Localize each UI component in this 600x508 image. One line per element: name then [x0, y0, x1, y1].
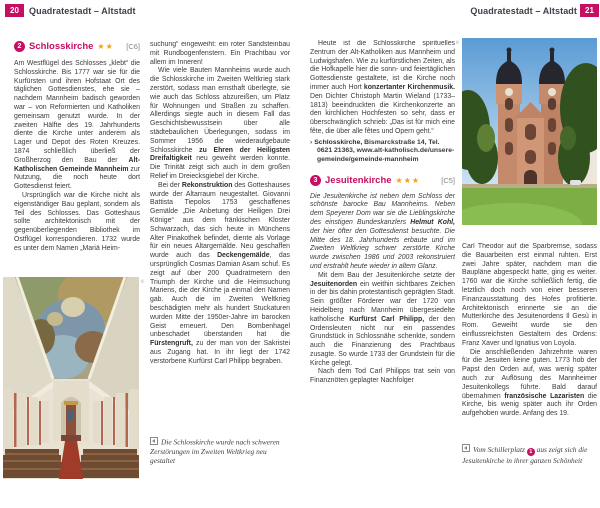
sight-heading-jesuitenkirche [310, 175, 455, 186]
right-page-column-1 [310, 40, 455, 478]
body-text-block [310, 193, 455, 387]
sight-number-marker: 3 [310, 175, 321, 186]
page-number-badge: 20 [5, 4, 24, 17]
star-rating: ★★★ [395, 175, 421, 185]
page-right [300, 0, 600, 508]
left-page-column-1 [14, 40, 140, 278]
running-head: Quadratestadt – Altstadt [29, 6, 136, 16]
paragraph: Ursprünglich war die Kirche nicht als eigenständiger Bau geplant, sondern als Teil des Schlosses. Das Gotteshaus sollte architektonisch mit der gegenüberliegenden Bibliothek im Ostflügel korrespondieren. 1732 wurde es unter dem Namen „Mariä Heim- [14, 191, 140, 252]
body-text-block [310, 40, 455, 137]
paragraph: Carl Theodor auf die Sparbremse, sodass die Bauarbeiten erst einmal ruhten. Erst zwei Jahre später, nachdem man die Baupläne abgespeckt hatte, ging es weiter. 1760 war die Kirche schließlich fertig, die letztlich doch noch von einer besseren Finanzausstattung des Hofes profitierte. Architektonisch erinnerte sie an die Mutterkirche des Jesuitenordens Il Gesù in Rom. Geweiht wurde sie den einflussreichsten Gestaltern des Ordens: Franz Xaver und Ignatius von Loyola. [462, 243, 597, 347]
sight-title: Schlosskirche [29, 41, 94, 52]
paragraph: Am Westflügel des Schlosses „klebt“ die Schlosskirche. Bis 1777 war sie für die Kurfürsten und ihren Hofstaat Ort des täglichen Gottesdienstes, ehe sie – nachdem Mannheim badisch geworden war – von Reformierten und Katholiken gemeinsam genutzt wurde. In der zweiten Hälfte des 19. Jahrhunderts diente die Kirche unter anderem als Lager und Depot des Roten Kreuzes. 1874 schließlich überließ der Großherzog den Bau der Alt-Katholischen Gemeinde Mannheim zur Nutzung, die noch heute dort Gottesdienst feiert. [14, 60, 140, 191]
photo-credit: © [455, 40, 460, 46]
page-number-badge: 21 [580, 4, 599, 17]
paragraph: Heute ist die Schlosskirche spirituelles Zentrum der Alt-Katholiken aus Mannheim und Ludwigshafen. Wie zu kurfürstlichen Zeiten, als die Hofkapelle hier die sonn- und feiertäglichen Gottesdienste gestaltete, ist die Kirche noch immer auch Hort konzertanter Kirchenmusik. Den Dichter Christoph Martin Wieland (1733–1813) beeindruckten die Kirchenkonzerte an den kirchlichen Hochfesten so sehr, dass er überschwänglich schrieb: „Das ist für mich eine fête, die über alle fêtes und Opern geht.“ [310, 40, 455, 135]
paragraph: Wie viele Bauten Mannheims wurde auch die Schlosskirche im Zweiten Weltkrieg stark zerstört, sodass man ernsthaft überlegte, sie wie auch das Schloss abzureißen, um Platz für Wohnungen und Straßen zu schaffen. Allerdings siegte auch in diesem Fall das Geschichtsbewusstsein über alle städtebaulichen Überlegungen, sodass im Sommer 1956 die wiederaufgebaute Schlosskirche zu Ehren der Heiligsten Dreifaltigkeit neu geweiht werden konnte. Die Trinität zeigt sich auch in dem großen Relief im Dreiecksgiebel der Kirche. [150, 67, 290, 180]
map-grid-reference: [C5] [441, 175, 455, 185]
map-marker-ref: 1 [527, 448, 535, 456]
paragraph: Nach dem Tod Carl Philipps trat sein von Finanznöten geplagter Nachfolger [310, 368, 455, 385]
running-head: Quadratestadt – Altstadt [470, 6, 577, 16]
address-block [310, 139, 455, 165]
photo-caption [462, 444, 594, 466]
paragraph: Die anschließenden Jahrzehnte waren für die Jesuiten keine guten. 1773 hob der Papst den Orden auf, was wenig später auch zur Auflösung des Mannheimer Jesuitenkollegs führte. Bald darauf übernahmen französische Lazaristen die Kirche, bis wenig später auch ihr Orden aufgehoben wurde. Anfang des 19. [462, 348, 597, 418]
caption-text: Vom Schillerplatz 1 aus zeigt sich die Jesuitenkirche in ihrer ganzen Schönheit [462, 444, 588, 466]
left-page-column-2 [150, 41, 290, 435]
schlosskirche-interior-photo [3, 277, 139, 479]
paragraph: Mit dem Bau der Jesuitenkirche setzte der Jesuitenorden ein weithin sichtbares Zeichen in der bis dahin protestantisch geprägten Stadt. Sein größter Förderer war der 1720 von Heidelberg nach Mannheim übergesiedelte katholische Kurfürst Carl Philipp, der den Ordensleuten nicht nur ein passendes Grundstück in Schlossnähe schenkte, sondern auch die Finanzierung des Prachtbaus zusagte. So wurde 1733 der Grundstein für die Kirche gelegt. [310, 271, 455, 367]
star-rating: ★★ [97, 42, 114, 51]
sight-title: Jesuitenkirche [325, 174, 392, 186]
paragraph: Die Jesuitenkirche ist neben dem Schloss der schönste barocke Bau Mannheims. Neben dem Speyerer Dom war sie die Lieblingskirche des einstigen Bundeskanzlers Helmut Kohl, der hier öfter den Gottesdienst besuchte. Die Mitte des 18. Jahrhunderts erbaute und im Zweiten Weltkrieg schwer zerstörte Kirche wurde zwischen 1986 und 2003 rekonstruiert und erstrahlt heute wieder in altem Glanz. [310, 192, 455, 270]
sight-heading-schlosskirche [14, 41, 140, 52]
map-grid-reference: [C6] [126, 42, 140, 51]
photo-caption [150, 437, 288, 466]
right-page-column-2 [462, 243, 597, 441]
paragraph: suchung“ eingeweiht: ein roter Sandsteinbau mit Rundbogenfenstern. Ein Prachtbau vor allem im Inneren! [150, 41, 290, 66]
address-text: Schlosskirche, Bismarckstraße 14, Tel. 0621 21363, www.alt-katholisch.de/unsere-gemeinde/gemeinde-mannheim [314, 138, 455, 163]
sight-number-marker: 2 [14, 41, 25, 52]
caption-text: Die Schlosskirche wurde nach schweren Zerstörungen im Zweiten Weltkrieg neu gestaltet [150, 437, 280, 466]
photo-ref-icon [462, 444, 470, 452]
paragraph: Bei der Rekonstruktion des Gotteshauses wurde der Altarraum neugestaltet. Giovanni Battista Tiepolos 1753 geschaffenes Gemälde „Die Anbetung der Heiligen Drei Könige“ aus dem fränkischen Kloster Schwarzach, das sich heute in Münchens Alter Pinakothek befindet, diente als Vorlage für ein neues Altargemälde. Neu geschaffen wurde auch das Deckengemälde, das ursprünglich Cosmas Damian Asam schuf. Es zeigt auf über 200 Quadratmetern den Triumph der Kirche und die Heimsuchung Mariens, die der Kirche ja einmal den Namen gab. Auch die im Zweiten Weltkrieg beschädigten mehr als hundert Stuckaturen wurden Mitte der 1950er-Jahre im barocken Geist erneuert. Den Bombenhagel unbeschadet überstanden hat die Fürstengruft, zu der man von der Sakristei aus Zugang hat. In ihr liegt der 1742 verstorbene Kurfürst Carl Philipp begraben. [150, 181, 290, 365]
photo-ref-icon [150, 437, 158, 445]
photo-credit: © [140, 279, 145, 285]
body-text-block [14, 60, 140, 254]
address-arrow-icon: › [310, 138, 313, 146]
jesuitenkirche-facade-photo [462, 38, 597, 225]
